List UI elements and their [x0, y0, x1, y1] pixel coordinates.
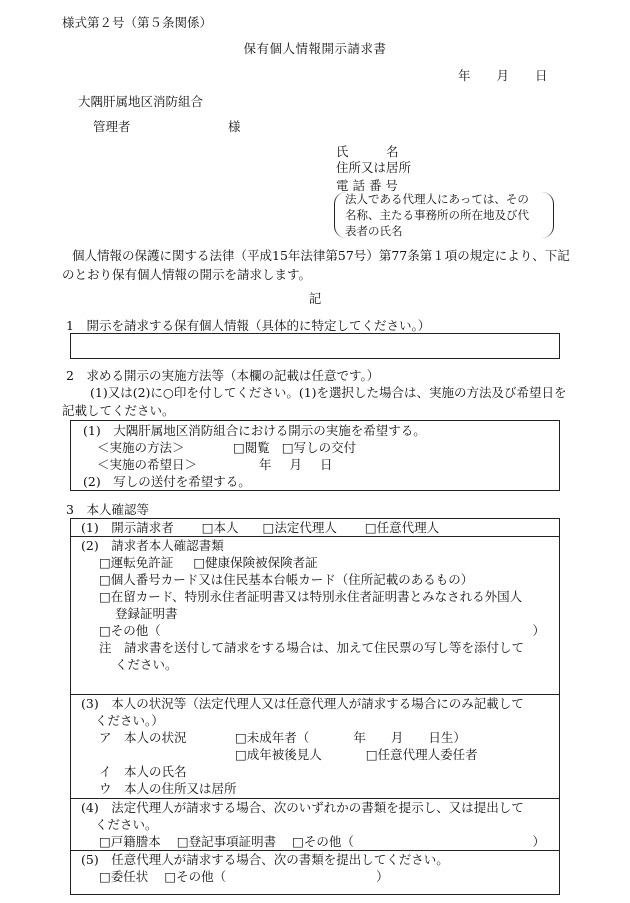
checkbox-adult-guardian[interactable]: □成年被後見人	[235, 747, 322, 762]
checkbox-family-register[interactable]: □戸籍謄本	[99, 834, 161, 849]
checkbox-voluntary-principal[interactable]: □任意代理人委任者	[365, 747, 478, 762]
form-number: 様式第２号（第５条関係）	[62, 15, 213, 30]
principal-status-label-cont: ください。）	[95, 713, 164, 728]
id-other-close: ）	[532, 623, 545, 638]
voluntary-agent-docs-row	[71, 851, 559, 895]
checkbox-legal-agent[interactable]: □法定代理人	[262, 520, 337, 535]
section2-heading: 2 求める開示の実施方法等（本欄の記載は任意です。）	[66, 368, 380, 383]
corporate-agent-note	[334, 192, 554, 238]
voluntary-agent-docs-options	[81, 868, 553, 885]
requester-type-row	[71, 519, 559, 537]
id-documents-label: (2) 請求者本人確認書類	[81, 538, 224, 553]
legal-agent-docs-options	[81, 833, 553, 850]
requested-info-field[interactable]	[70, 333, 560, 359]
mail-note-continuation: ください。	[115, 657, 178, 672]
intro-paragraph: 個人情報の保護に関する法律（平成15年法律第57号）第77条第１項の規定により、下記のとおり保有個人情報の開示を請求します。	[62, 248, 570, 283]
identity-verification-table	[70, 518, 560, 895]
birth-date-field[interactable]: 年 月 日生）	[353, 730, 466, 745]
id-docs-row1	[81, 554, 553, 571]
checkbox-minor[interactable]: □未成年者（	[235, 730, 310, 745]
corp-note-line: 法人である代理人にあっては、その	[345, 192, 529, 206]
checkbox-registry-certificate[interactable]: □登記事項証明書	[176, 834, 277, 849]
form-title: 保有個人情報開示請求書	[243, 41, 387, 56]
principal-address-label: ウ 本人の住所又は居所	[99, 781, 237, 796]
status-label: ア 本人の状況	[99, 730, 187, 745]
checkbox-self[interactable]: □本人	[201, 520, 239, 535]
id-other-row	[81, 622, 553, 639]
residence-card-continuation: 登録証明書	[115, 606, 178, 621]
requester-type-label: (1) 開示請求者	[81, 520, 174, 535]
checkbox-voluntary-agent[interactable]: □任意代理人	[364, 520, 440, 535]
organization-name: 大隅肝属地区消防組合	[78, 94, 204, 109]
checkbox-voluntary-other[interactable]: □その他（	[164, 869, 227, 884]
legal-agent-docs-label: (4) 法定代理人が請求する場合、次のいずれかの書類を提示し、又は提出して	[81, 800, 524, 815]
legal-agent-docs-row	[71, 799, 559, 851]
checkbox-inspection[interactable]: □閲覧	[233, 440, 270, 455]
mail-note: 注 請求書を送付して請求をする場合は、加えて住民票の写し等を添付して	[99, 640, 525, 655]
legal-other-close: ）	[532, 834, 545, 849]
checkbox-power-of-attorney[interactable]: □委任状	[99, 869, 149, 884]
honorific: 様	[228, 119, 241, 134]
section3-heading: 3 本人確認等	[66, 502, 149, 517]
principal-status-row	[71, 695, 559, 799]
option1-text[interactable]: (1) 大隅肝属地区消防組合における開示の実施を希望する。	[83, 423, 426, 438]
method-label: ＜実施の方法＞	[97, 440, 185, 455]
requester-address-label: 住所又は居所	[336, 160, 412, 175]
legal-agent-docs-label-cont: ください。	[95, 817, 158, 832]
requester-name-label: 氏 名	[336, 144, 399, 159]
section2-instruction: (1)又は(2)に○印を付してください。(1)を選択した場合は、実施の方法及び希望日を記載してください。	[62, 385, 567, 418]
checkbox-health-insurance[interactable]: □健康保険被保険者証	[193, 555, 318, 570]
section1-heading: 1 開示を請求する保有個人情報（具体的に特定してください。）	[66, 318, 431, 333]
checkbox-id-other[interactable]: □その他（	[99, 623, 161, 638]
corp-note-line: 表者の氏名	[345, 223, 403, 238]
voluntary-other-close: ）	[376, 869, 389, 884]
wish-date-row	[83, 456, 559, 473]
disclosure-method-box	[70, 420, 560, 491]
requester-phone-label: 電 話 番 号	[336, 178, 398, 193]
option2-text[interactable]: (2) 写しの送付を希望する。	[83, 474, 251, 489]
date-line: 年 月 日	[458, 68, 548, 83]
checkbox-residence-card[interactable]: □在留カード、特別永住者証明書又は特別永住者証明書とみなされる外国人	[99, 589, 523, 604]
principal-name-label: イ 本人の氏名	[99, 764, 187, 779]
voluntary-agent-docs-label: (5) 任意代理人が請求する場合、次の書類を提出してください。	[81, 852, 449, 867]
wish-date-label: ＜実施の希望日＞	[97, 457, 198, 472]
checkbox-copy-delivery[interactable]: □写しの交付	[281, 440, 357, 455]
checkbox-drivers-license[interactable]: □運転免許証	[99, 555, 174, 570]
checkbox-legal-other[interactable]: □その他（	[292, 834, 354, 849]
status-row1	[81, 729, 553, 746]
wish-date-field[interactable]: 年 月 日	[259, 457, 333, 472]
checkbox-my-number-card[interactable]: □個人番号カード又は住民基本台帳カード（住所記載のあるもの）	[99, 572, 474, 587]
manager-label: 管理者	[93, 119, 131, 134]
ki-heading: 記	[308, 291, 322, 306]
status-row2	[81, 746, 553, 763]
principal-status-label: (3) 本人の状況等（法定代理人又は任意代理人が請求する場合にのみ記載して	[81, 696, 524, 711]
corp-note-line: 名称、主たる事務所の所在地及び代	[345, 207, 529, 222]
method-row	[83, 439, 559, 456]
id-documents-row	[71, 537, 559, 695]
